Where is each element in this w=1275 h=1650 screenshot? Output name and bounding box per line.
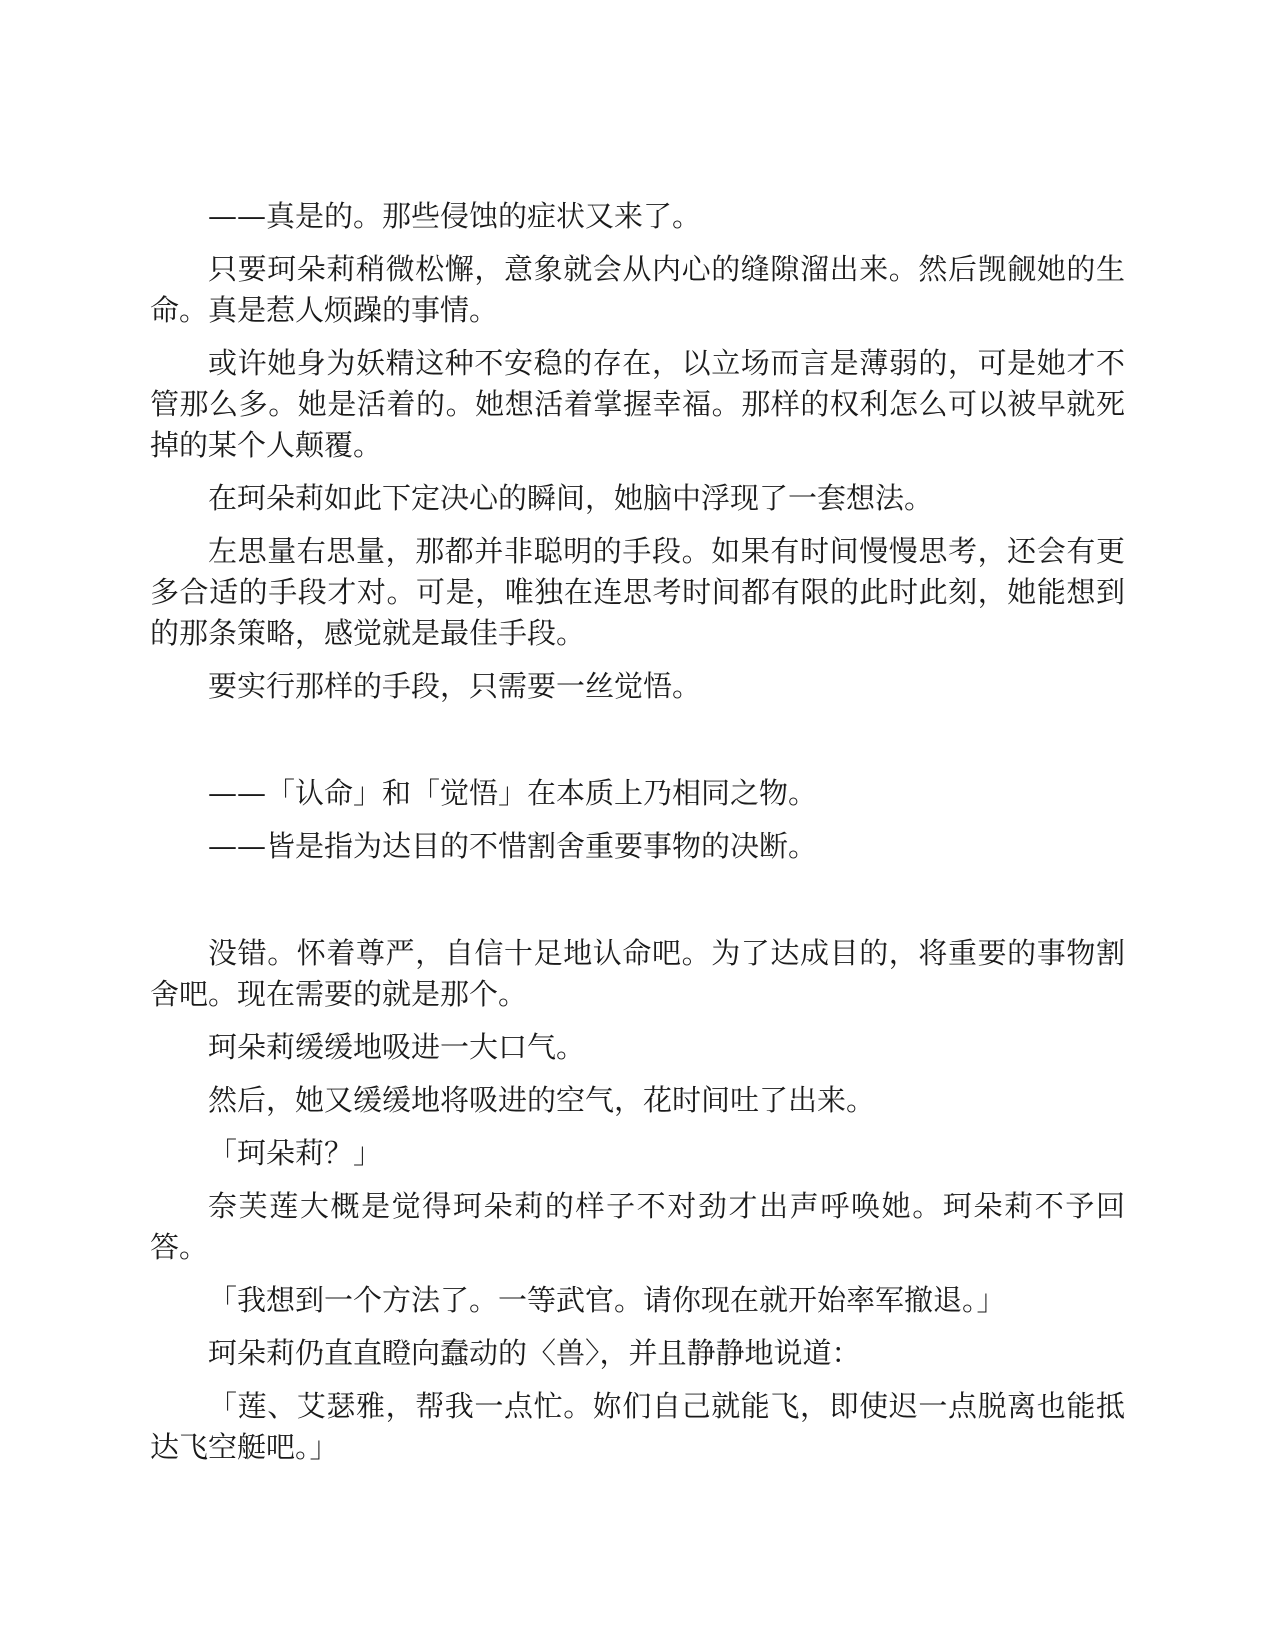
section-gap (150, 719, 1125, 773)
paragraph: 没错。怀着尊严，自信十足地认命吧。为了达成目的，将重要的事物割舍吧。现在需要的就是那个。 (150, 936, 1125, 1011)
document-body (150, 196, 1125, 1480)
paragraph: 珂朵莉缓缓地吸进一大口气。 (208, 1030, 586, 1064)
paragraph: 「我想到一个方法了。一等武官。请你现在就开始率军撤退。」 (208, 1283, 1006, 1317)
paragraph: 要实行那样的手段，只需要一丝觉悟。 (208, 669, 702, 703)
paragraph: ——「认命」和「觉悟」在本质上乃相同之物。 (208, 776, 818, 810)
paragraph: 左思量右思量，那都并非聪明的手段。如果有时间慢慢思考，还会有更多合适的手段才对。可是，唯独在连思考时间都有限的此时此刻，她能想到的那条策略，感觉就是最佳手段。 (150, 534, 1125, 650)
paragraph: 奈芙莲大概是觉得珂朵莉的样子不对劲才出声呼唤她。珂朵莉不予回答。 (150, 1189, 1125, 1264)
section-gap (150, 879, 1125, 933)
paragraph: 只要珂朵莉稍微松懈，意象就会从内心的缝隙溜出来。然后觊觎她的生命。真是惹人烦躁的事情。 (150, 252, 1125, 327)
paragraph: 然后，她又缓缓地将吸进的空气，花时间吐了出来。 (208, 1083, 876, 1117)
paragraph: 珂朵莉仍直直瞪向蠢动的〈兽〉，并且静静地说道： (208, 1336, 861, 1370)
paragraph: 或许她身为妖精这种不安稳的存在，以立场而言是薄弱的，可是她才不管那么多。她是活着的。她想活着掌握幸福。那样的权利怎么可以被早就死掉的某个人颠覆。 (150, 346, 1125, 462)
paragraph: ——皆是指为达目的不惜割舍重要事物的决断。 (208, 829, 818, 863)
paragraph: 「莲、艾瑟雅，帮我一点忙。妳们自己就能飞，即使迟一点脱离也能抵达飞空艇吧。」 (150, 1389, 1125, 1464)
paragraph: 在珂朵莉如此下定决心的瞬间，她脑中浮现了一套想法。 (208, 481, 934, 515)
paragraph: ——真是的。那些侵蚀的症状又来了。 (208, 199, 702, 233)
paragraph: 「珂朵莉？」 (208, 1136, 383, 1170)
